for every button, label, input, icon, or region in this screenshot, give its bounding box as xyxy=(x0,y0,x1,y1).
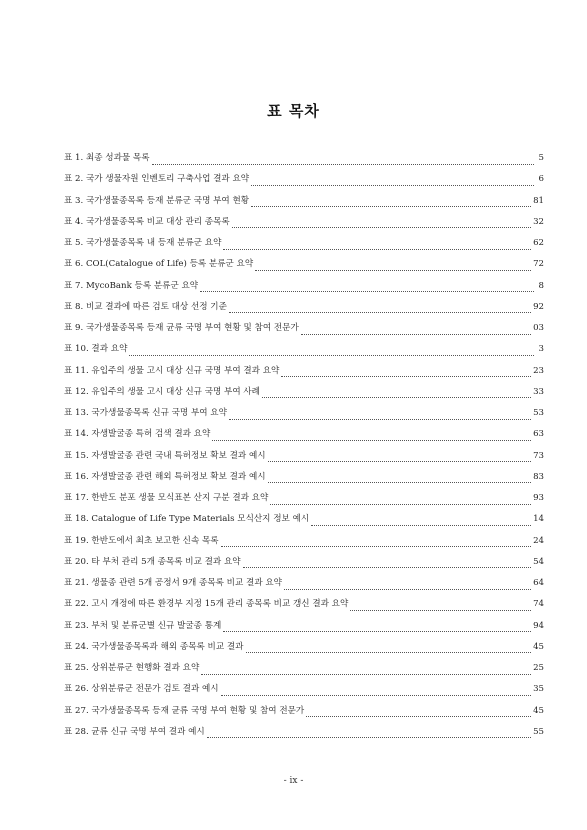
toc-entry-page: 5 xyxy=(538,153,544,163)
toc-entry-page: 81 xyxy=(533,195,544,206)
toc-entry[interactable] xyxy=(64,534,544,555)
dot-leader xyxy=(301,333,531,335)
dot-leader xyxy=(129,354,534,356)
toc-entry-page: 3 xyxy=(538,344,544,355)
toc-entry-label: 표 10. 결과 요약 xyxy=(64,344,128,355)
dot-leader xyxy=(251,184,534,186)
toc-entry-page: 35 xyxy=(533,684,544,695)
toc-entry-page: 32 xyxy=(533,216,544,227)
toc-entry-label: 표 19. 한반도에서 최초 보고한 신속 목록 xyxy=(64,535,219,546)
toc-entry-page: 6 xyxy=(538,174,544,185)
toc-entry-page: 83 xyxy=(533,471,544,482)
toc-entry[interactable] xyxy=(64,364,544,385)
toc-entry-label: 표 6. COL(Catalogue of Life) 등록 분류군 요약 xyxy=(64,259,254,270)
dot-leader xyxy=(268,460,532,462)
toc-entry[interactable] xyxy=(64,597,544,618)
toc-entry-page: 25 xyxy=(533,663,544,673)
toc-entry[interactable] xyxy=(64,406,544,427)
toc-entry-label: 표 21. 생물종 관련 5개 공정서 9개 종목록 비교 결과 요약 xyxy=(64,578,282,588)
toc-entry-label: 표 20. 타 부처 관리 5개 종목록 비교 결과 요약 xyxy=(64,556,241,567)
toc-entry-label: 표 28. 균류 신규 국명 부여 결과 예시 xyxy=(64,726,205,737)
dot-leader xyxy=(207,736,531,738)
toc-entry[interactable] xyxy=(64,449,544,470)
toc-entry[interactable] xyxy=(64,385,544,406)
dot-leader xyxy=(270,503,531,505)
dot-leader xyxy=(221,694,531,696)
toc-entry[interactable] xyxy=(64,257,544,278)
toc-entry[interactable] xyxy=(64,427,544,448)
dot-leader xyxy=(281,375,531,377)
page-title: 표 목차 xyxy=(267,102,320,120)
toc-entry-label: 표 7. MycoBank 등록 분류군 요약 xyxy=(64,280,199,291)
toc-entry-label: 표 14. 자생발굴종 특허 검색 결과 요약 xyxy=(64,429,211,440)
table-of-contents xyxy=(64,151,544,746)
toc-entry-page: 54 xyxy=(533,556,544,567)
toc-entry-page: 45 xyxy=(533,705,544,716)
dot-leader xyxy=(152,163,534,165)
dot-leader xyxy=(251,205,531,207)
dot-leader xyxy=(221,545,531,547)
toc-entry[interactable] xyxy=(64,321,544,342)
toc-entry-page: 74 xyxy=(533,599,544,610)
toc-entry[interactable] xyxy=(64,704,544,725)
toc-entry-page: 93 xyxy=(533,493,544,503)
toc-entry-page: 03 xyxy=(533,323,544,333)
toc-entry-label: 표 16. 자생발굴종 관련 해외 특허정보 확보 결과 예시 xyxy=(64,471,266,482)
toc-entry-page: 73 xyxy=(533,450,544,461)
dot-leader xyxy=(223,630,531,632)
toc-entry-page: 24 xyxy=(533,535,544,546)
toc-entry-label: 표 15. 자생발굴종 관련 국내 특허정보 확보 결과 예시 xyxy=(64,450,266,461)
dot-leader xyxy=(229,418,531,420)
dot-leader xyxy=(201,673,531,675)
toc-entry-page: 23 xyxy=(533,365,544,376)
toc-entry-page: 92 xyxy=(533,301,544,312)
toc-entry[interactable] xyxy=(64,172,544,193)
toc-entry[interactable] xyxy=(64,661,544,682)
toc-entry[interactable] xyxy=(64,640,544,661)
page-number: - ix - xyxy=(283,776,304,786)
dot-leader xyxy=(306,715,531,717)
toc-entry-label: 표 4. 국가생물종목록 비교 대상 관리 종목록 xyxy=(64,216,230,227)
dot-leader xyxy=(255,269,531,271)
dot-leader xyxy=(223,248,531,250)
toc-entry-page: 62 xyxy=(533,238,544,248)
toc-entry[interactable] xyxy=(64,576,544,597)
toc-entry-label: 표 24. 국가생물종목록과 해외 종목록 비교 결과 xyxy=(64,641,244,652)
toc-entry-page: 63 xyxy=(533,429,544,440)
toc-entry-page: 53 xyxy=(533,408,544,418)
toc-entry-page: 8 xyxy=(538,280,544,291)
dot-leader xyxy=(200,290,534,292)
toc-entry[interactable] xyxy=(64,725,544,746)
toc-entry-label: 표 23. 부처 및 분류군별 신규 발굴종 통계 xyxy=(64,620,222,631)
toc-entry-label: 표 25. 상위분류군 현행화 결과 요약 xyxy=(64,663,200,673)
dot-leader xyxy=(311,524,531,526)
toc-entry-label: 표 3. 국가생물종목록 등재 분류군 국명 부여 현황 xyxy=(64,195,250,206)
toc-entry[interactable] xyxy=(64,619,544,640)
dot-leader xyxy=(350,609,531,611)
toc-entry-label: 표 27. 국가생물종목록 등재 균류 국명 부여 현황 및 참여 전문가 xyxy=(64,705,305,716)
dot-leader xyxy=(284,588,531,590)
toc-entry[interactable] xyxy=(64,194,544,215)
dot-leader xyxy=(229,311,531,313)
toc-entry[interactable] xyxy=(64,236,544,257)
toc-entry[interactable] xyxy=(64,342,544,363)
toc-entry-page: 94 xyxy=(533,620,544,631)
toc-entry-page: 72 xyxy=(533,259,544,270)
toc-entry[interactable] xyxy=(64,555,544,576)
toc-entry-label: 표 9. 국가생물종목록 등재 균류 국명 부여 현황 및 참여 전문가 xyxy=(64,323,299,333)
toc-entry[interactable] xyxy=(64,300,544,321)
toc-entry-label: 표 8. 비교 결과에 따른 검토 대상 선정 기준 xyxy=(64,301,227,312)
dot-leader xyxy=(262,396,531,398)
toc-entry-label: 표 1. 최종 성과물 목록 xyxy=(64,153,150,163)
toc-entry-label: 표 26. 상위분류군 전문가 검토 결과 예시 xyxy=(64,684,219,695)
toc-entry[interactable] xyxy=(64,682,544,703)
toc-entry-label: 표 12. 유입주의 생물 고시 대상 신규 국명 부여 사례 xyxy=(64,386,260,397)
toc-entry-label: 표 11. 유입주의 생물 고시 대상 신규 국명 부여 결과 요약 xyxy=(64,365,280,376)
toc-entry-page: 55 xyxy=(533,726,544,737)
toc-entry-label: 표 5. 국가생물종목록 내 등재 분류군 요약 xyxy=(64,238,222,248)
dot-leader xyxy=(212,439,531,441)
dot-leader xyxy=(246,651,532,653)
toc-entry[interactable] xyxy=(64,151,544,172)
toc-entry[interactable] xyxy=(64,215,544,236)
toc-entry[interactable] xyxy=(64,512,544,533)
toc-entry-page: 64 xyxy=(533,578,544,588)
dot-leader xyxy=(268,481,532,483)
toc-entry[interactable] xyxy=(64,491,544,512)
toc-entry-page: 33 xyxy=(533,386,544,397)
toc-entry-label: 표 13. 국가생물종목록 신규 국명 부여 요약 xyxy=(64,408,227,418)
toc-entry-label: 표 17. 한반도 분포 생물 모식표본 산지 구분 결과 요약 xyxy=(64,493,269,503)
toc-entry-label: 표 18. Catalogue of Life Type Materials 모식산지 정보 예시 xyxy=(64,514,310,525)
toc-entry-page: 14 xyxy=(533,514,544,525)
toc-entry-label: 표 22. 고시 개정에 따른 환경부 지정 15개 관리 종목록 비교 갱신 결과 요약 xyxy=(64,599,349,610)
toc-entry-page: 45 xyxy=(533,641,544,652)
toc-entry[interactable] xyxy=(64,470,544,491)
dot-leader xyxy=(232,226,531,228)
dot-leader xyxy=(243,566,532,568)
toc-entry-label: 표 2. 국가 생물자원 인벤토리 구축사업 결과 요약 xyxy=(64,174,250,185)
toc-entry[interactable] xyxy=(64,279,544,300)
